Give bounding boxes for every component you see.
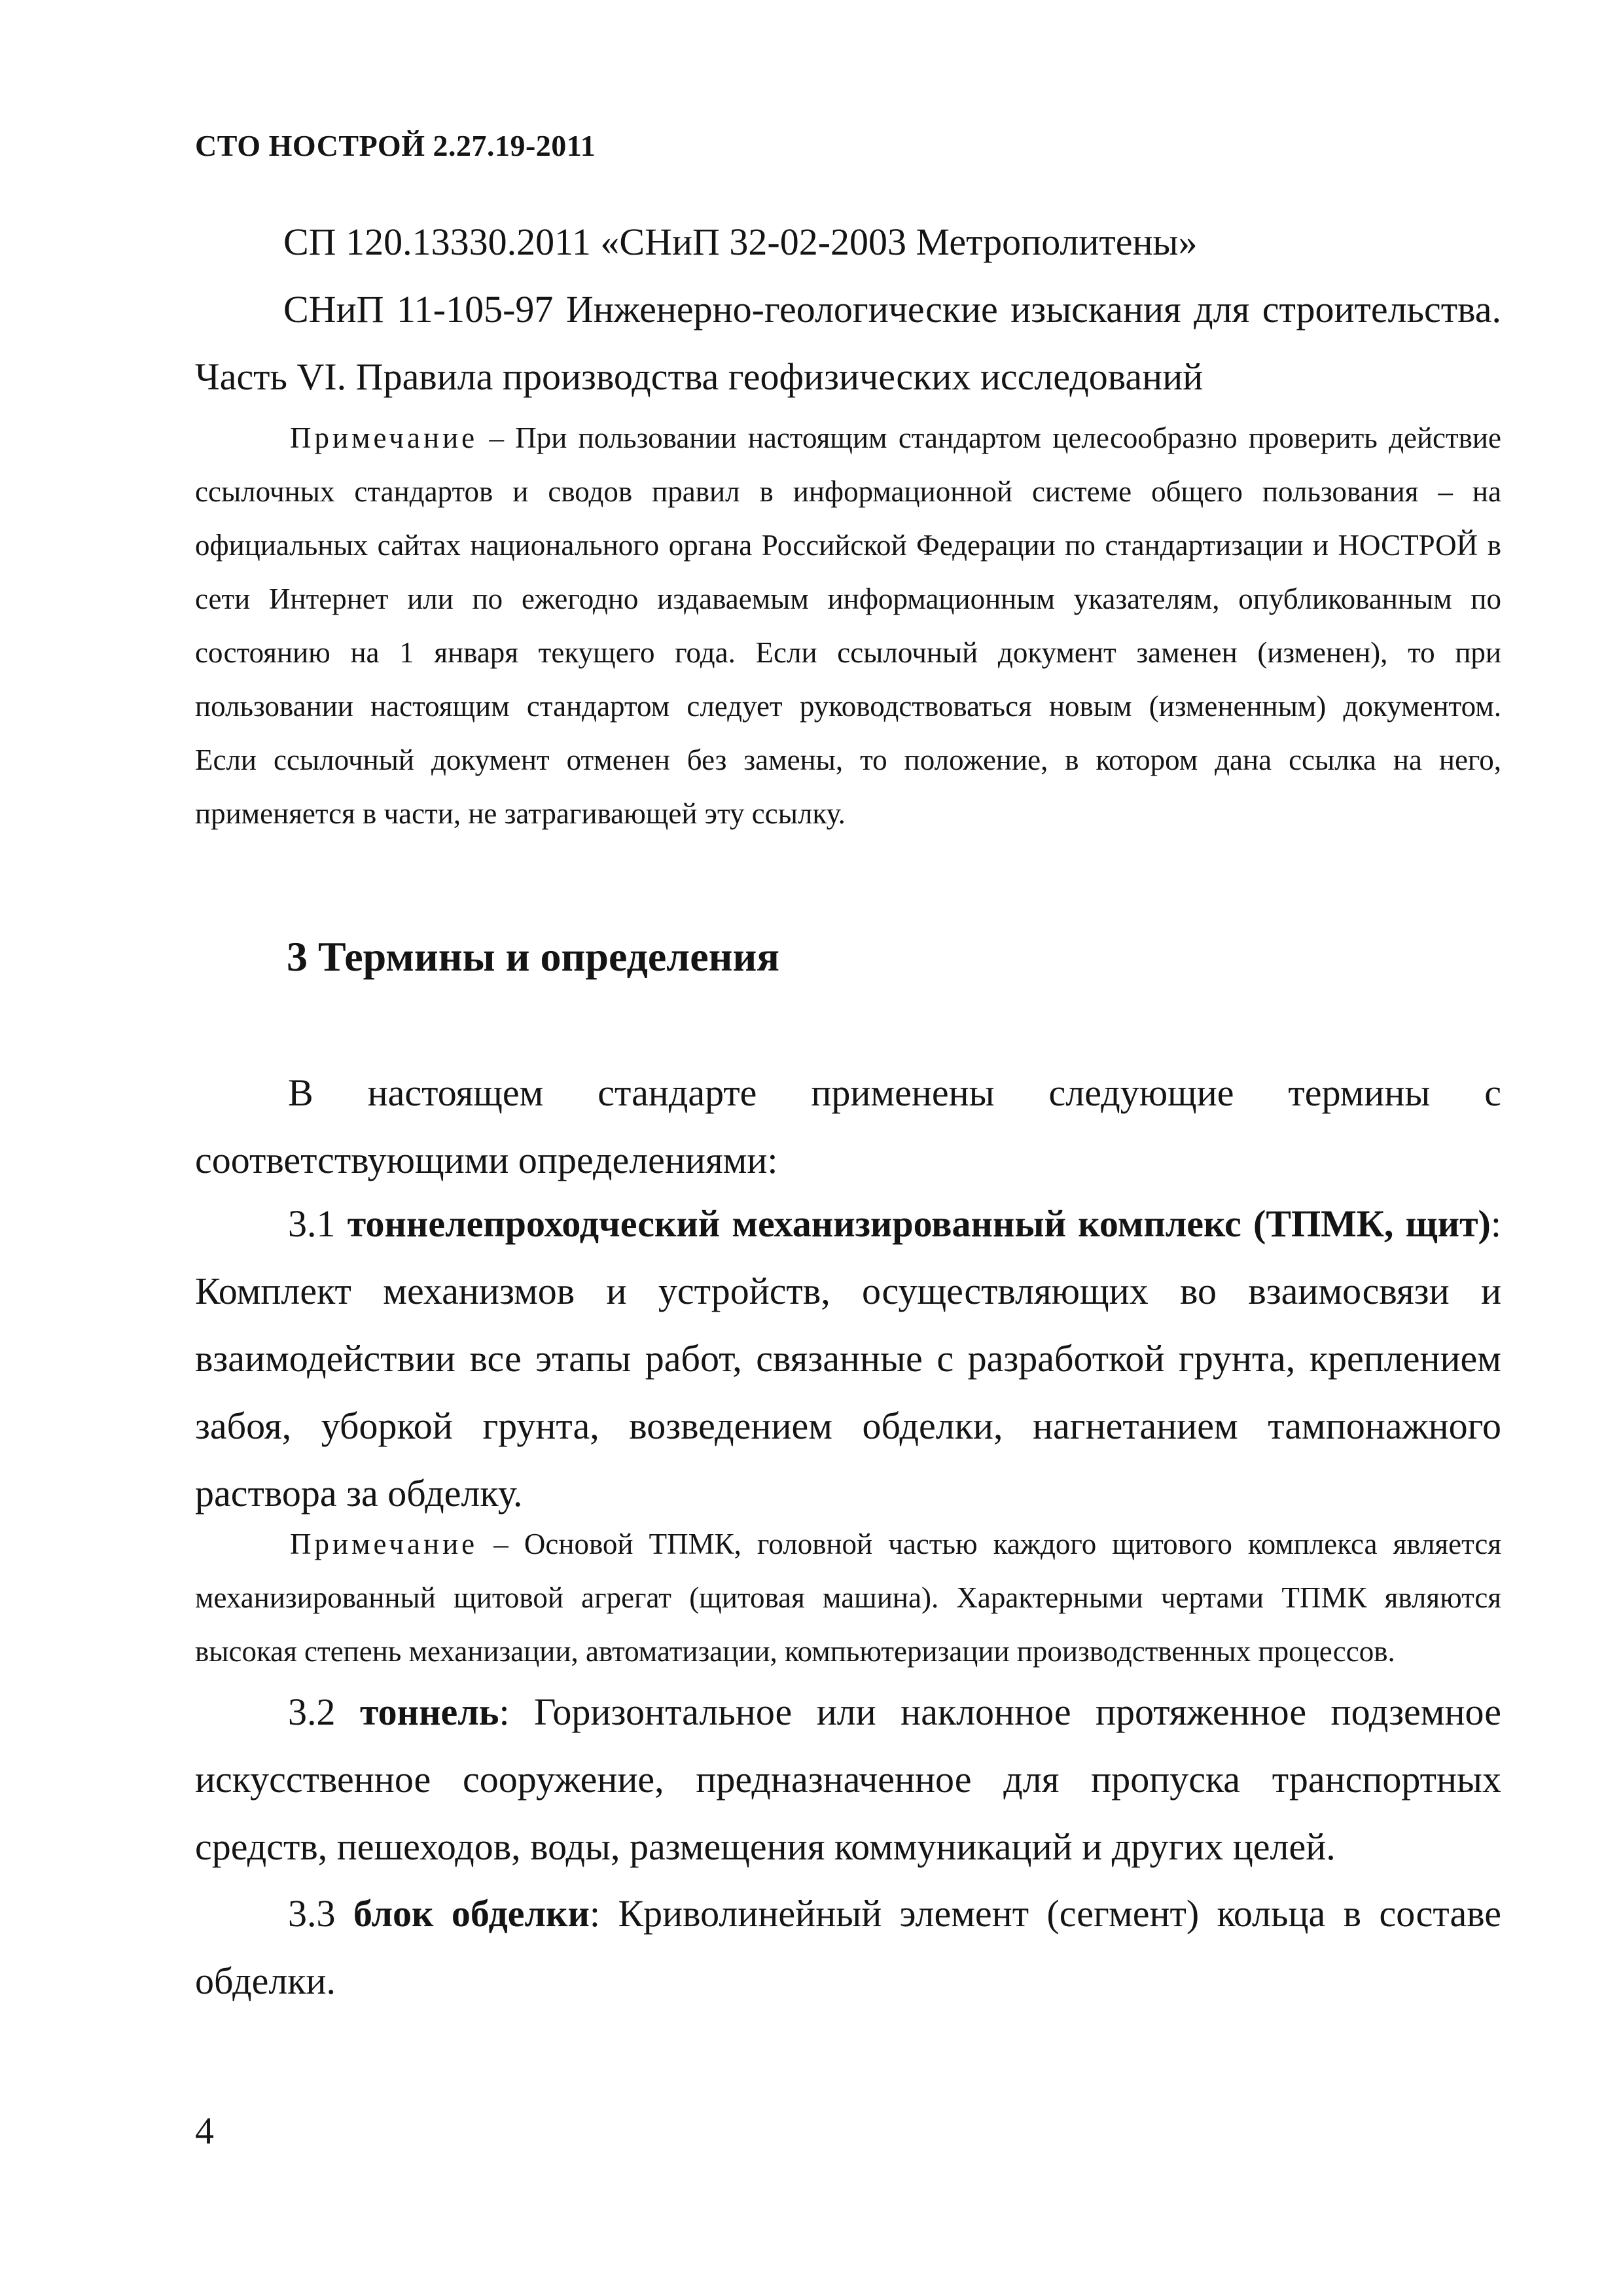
note-tpmk — [195, 1517, 1501, 1678]
reference-snip-11-105: СНиП 11-105-97 Инженерно-геологические изыскания для строительства. Часть VI. Правила производства геофизических исследований — [195, 288, 1501, 398]
term-name: тоннелепроходческий механизированный комплекс (ТПМК, щит) — [347, 1202, 1491, 1245]
document-header: СТО НОСТРОЙ 2.27.19-2011 — [195, 129, 596, 162]
term-3-3 — [195, 1880, 1501, 2015]
term-definition: : Горизонтальное или наклонное протяженное подземное искусственное сооружение, предназначенное для пропуска транспортных средств, пешеходов, воды, размещения коммуникаций и других целей. — [195, 1691, 1501, 1868]
note-label: Примечание — [290, 422, 478, 454]
term-number: 3.1 — [288, 1202, 348, 1245]
page-number: 4 — [195, 2109, 214, 2152]
term-number: 3.2 — [288, 1691, 360, 1733]
section-intro: В настоящем стандарте применены следующие термины с соответствующими определениями: — [195, 1071, 1501, 1181]
reference-sp-120: СП 120.13330.2011 «СНиП 32-02-2003 Метрополитены» — [283, 221, 1198, 263]
term-name: тоннель — [359, 1691, 499, 1733]
section-title: 3 Термины и определения — [287, 933, 779, 980]
note-references — [195, 411, 1501, 840]
term-definition: : Комплект механизмов и устройств, осуществляющих во взаимосвязи и взаимодействии все этапы работ, связанные с разработкой грунта, креплением забоя, уборкой грунта, возведением обделки, нагнетанием тампонажного раствора за обделку. — [195, 1202, 1501, 1515]
term-definition: : Криволинейный элемент (сегмент) кольца в составе обделки. — [195, 1892, 1502, 2002]
term-name: блок обделки — [353, 1892, 590, 1935]
note-text: – При пользовании настоящим стандартом целесообразно проверить действие ссылочных стандартов и сводов правил в информационной системе общего пользования – на официальных сайтах национального органа Российской Федерации по стандартизации и НОСТРОЙ в сети Интернет или по ежегодно издаваемым информационным указателям, опубликованным по состоянию на 1 января текущего года. Если ссылочный документ заменен (изменен), то при пользовании настоящим стандартом следует руководствоваться новым (измененным) документом. Если ссылочный документ отменен без замены, то положение, в котором дана ссылка на него, применяется в части, не затрагивающей эту ссылку. — [195, 422, 1501, 830]
note-label: Примечание — [290, 1528, 478, 1560]
term-number: 3.3 — [288, 1892, 353, 1935]
term-3-1 — [195, 1190, 1501, 1527]
term-3-2 — [195, 1678, 1501, 1880]
note-text: – Основой ТПМК, головной частью каждого щитового комплекса является механизированный щитовой агрегат (щитовая машина). Характерными чертами ТПМК являются высокая степень механизации, автоматизации, компьютеризации производственных процессов. — [195, 1528, 1501, 1668]
